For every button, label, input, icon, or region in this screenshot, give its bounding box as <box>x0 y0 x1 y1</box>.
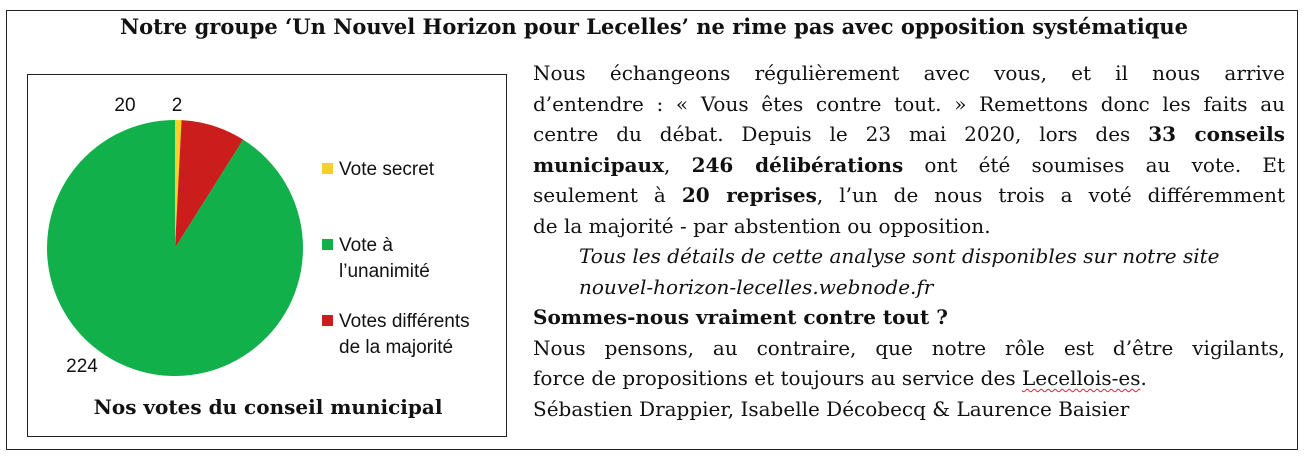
legend-swatch-1 <box>322 239 333 250</box>
chart-title: Nos votes du conseil municipal <box>93 395 443 419</box>
pie-slice-1 <box>47 120 303 376</box>
slice-value-label-1: 224 <box>66 356 98 377</box>
slice-value-label-0: 2 <box>171 95 183 116</box>
signature: Sébastien Drappier, Isabelle Décobecq & Laurence Baisier <box>533 396 1130 421</box>
seulement: seulement à <box>533 183 682 207</box>
headline: Notre groupe ‘Un Nouvel Horizon pour Lecelles’ ne rime pas avec opposition systématique <box>119 14 1189 39</box>
p1-line-4 <box>533 150 1285 181</box>
chart-box <box>27 74 507 437</box>
after-deliberations: ont été soumises au vote. Et <box>903 152 1286 177</box>
legend-swatch-0 <box>322 163 333 174</box>
legend-label-0-0: Vote secret <box>339 159 435 180</box>
italic-line-2: nouvel-horizon-lecelles.webnode.fr <box>579 274 934 299</box>
bold-reprises: 20 reprises <box>681 183 817 207</box>
slice-value-label-2: 20 <box>114 95 136 116</box>
legend-label-1-1: l’unanimité <box>339 261 430 282</box>
comma: , <box>664 152 692 177</box>
bold-deliberations: 246 délibérations <box>691 152 904 177</box>
p2-period: . <box>1140 366 1147 390</box>
subheading: Sommes-nous vraiment contre tout ? <box>533 305 948 329</box>
after-reprises: , l’un de nous trois a voté différemment <box>816 183 1286 207</box>
p2-line-2-text: force de propositions et toujours au service des <box>533 366 1022 390</box>
legend-label-1-0: Vote à <box>339 235 393 256</box>
legend-swatch-2 <box>322 315 333 326</box>
article-body <box>533 58 1285 424</box>
pie-chart <box>28 75 508 395</box>
p1-line-3-text: centre du débat. Depuis le 23 mai 2020, lors des <box>533 122 1131 146</box>
p1-line-1: Nous échangeons régulièrement avec vous, et il nous arrive <box>533 61 1285 85</box>
p2-line-2 <box>533 363 1285 394</box>
legend-label-2-0: Votes différents <box>339 311 470 332</box>
p2-line-1: Nous pensons, au contraire, que notre rôle est d’être vigilants, <box>533 335 1285 360</box>
bold-conseils: 33 conseils <box>1148 122 1286 146</box>
italic-line-1: Tous les détails de cette analyse sont disponibles sur notre site <box>579 244 1220 268</box>
p1-line-6: de la majorité - par abstention ou opposition. <box>533 213 991 238</box>
p1-line-2: d’entendre : « Vous êtes contre tout. » Remettons donc les faits au <box>533 91 1285 116</box>
bold-municipaux: municipaux <box>533 152 665 177</box>
legend-label-2-1: de la majorité <box>339 337 454 358</box>
lecellois-word: Lecellois-es <box>1021 366 1141 390</box>
p1-line-3 <box>533 119 1285 150</box>
p1-line-5 <box>533 180 1285 211</box>
